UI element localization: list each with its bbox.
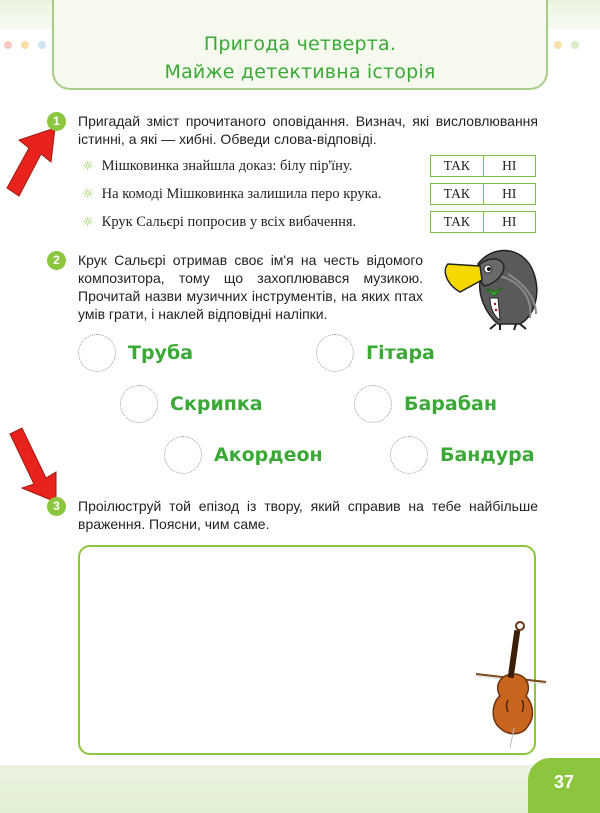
instrument-name: Труба xyxy=(128,342,194,364)
sticker-placeholder[interactable] xyxy=(120,385,158,423)
true-option[interactable]: ТАК xyxy=(443,158,470,173)
sticker-placeholder[interactable] xyxy=(164,436,202,474)
instrument-accordion xyxy=(164,436,323,474)
chapter-title-line-2: Майже детективна історія xyxy=(164,61,436,83)
instrument-name: Бандура xyxy=(440,444,535,466)
instrument-guitar xyxy=(316,334,435,372)
true-option[interactable]: ТАК xyxy=(443,214,470,229)
instrument-violin xyxy=(120,385,263,423)
false-option[interactable]: НІ xyxy=(483,212,536,232)
true-option[interactable]: ТАК xyxy=(443,186,470,201)
instrument-name: Скрипка xyxy=(170,393,263,415)
statement-3 xyxy=(82,211,356,233)
task-number-3: 3 xyxy=(47,497,66,516)
task-1-instruction: Пригадай зміст прочитаного оповідання. Визнач, які висловлювання істинні, а які — хибні. Обведи слова-відповіді. xyxy=(78,113,538,147)
chapter-title-line-1: Пригода четверта. xyxy=(203,33,397,55)
drawing-area[interactable] xyxy=(78,545,536,755)
violin-illustration xyxy=(470,612,550,752)
bottom-band xyxy=(0,765,540,813)
sticker-placeholder[interactable] xyxy=(316,334,354,372)
sun-bullet-icon: ☼ xyxy=(82,187,94,202)
task-number-1: 1 xyxy=(47,112,66,131)
crow-illustration xyxy=(438,236,548,331)
true-false-box-3 xyxy=(430,211,536,233)
false-option[interactable]: НІ xyxy=(483,156,536,176)
instrument-drum xyxy=(354,385,497,423)
red-arrow-icon xyxy=(6,422,62,504)
task-number-2: 2 xyxy=(47,251,66,270)
false-option[interactable]: НІ xyxy=(483,184,536,204)
instrument-name: Гітара xyxy=(366,342,435,364)
instrument-name: Акордеон xyxy=(214,444,323,466)
sticker-placeholder[interactable] xyxy=(78,334,116,372)
statement-text: На комоді Мішковинка залишила перо крука. xyxy=(101,186,382,202)
instrument-trumpet xyxy=(78,334,193,372)
statement-text: Крук Сальєрі попросив у всіх вибачення. xyxy=(101,214,357,230)
sticker-placeholder[interactable] xyxy=(390,436,428,474)
instrument-bandura xyxy=(390,436,535,474)
red-arrow-icon xyxy=(3,126,59,200)
sticker-placeholder[interactable] xyxy=(354,385,392,423)
sun-bullet-icon: ☼ xyxy=(82,159,94,174)
true-false-box-2 xyxy=(430,183,536,205)
task-2-instruction: Крук Сальєрі отримав своє ім'я на честь відомого композитора, тому що захоплювався музикою. Прочитай назви музичних інструментів, на яких птах умів грати, і наклей відповідні наліпки. xyxy=(78,252,423,322)
statement-text: Мішковинка знайшла доказ: білу пір'їну. xyxy=(101,158,353,174)
true-false-box-1 xyxy=(430,155,536,177)
statement-1 xyxy=(82,155,352,177)
page-number: 37 xyxy=(528,758,600,813)
sun-bullet-icon: ☼ xyxy=(82,215,94,230)
instrument-name: Барабан xyxy=(404,393,497,415)
chapter-title-box xyxy=(52,0,548,90)
task-3-instruction: Проілюструй той епізод із твору, який справив на тебе найбільше враження. Поясни, чим саме. xyxy=(78,498,538,532)
statement-2 xyxy=(82,183,381,205)
